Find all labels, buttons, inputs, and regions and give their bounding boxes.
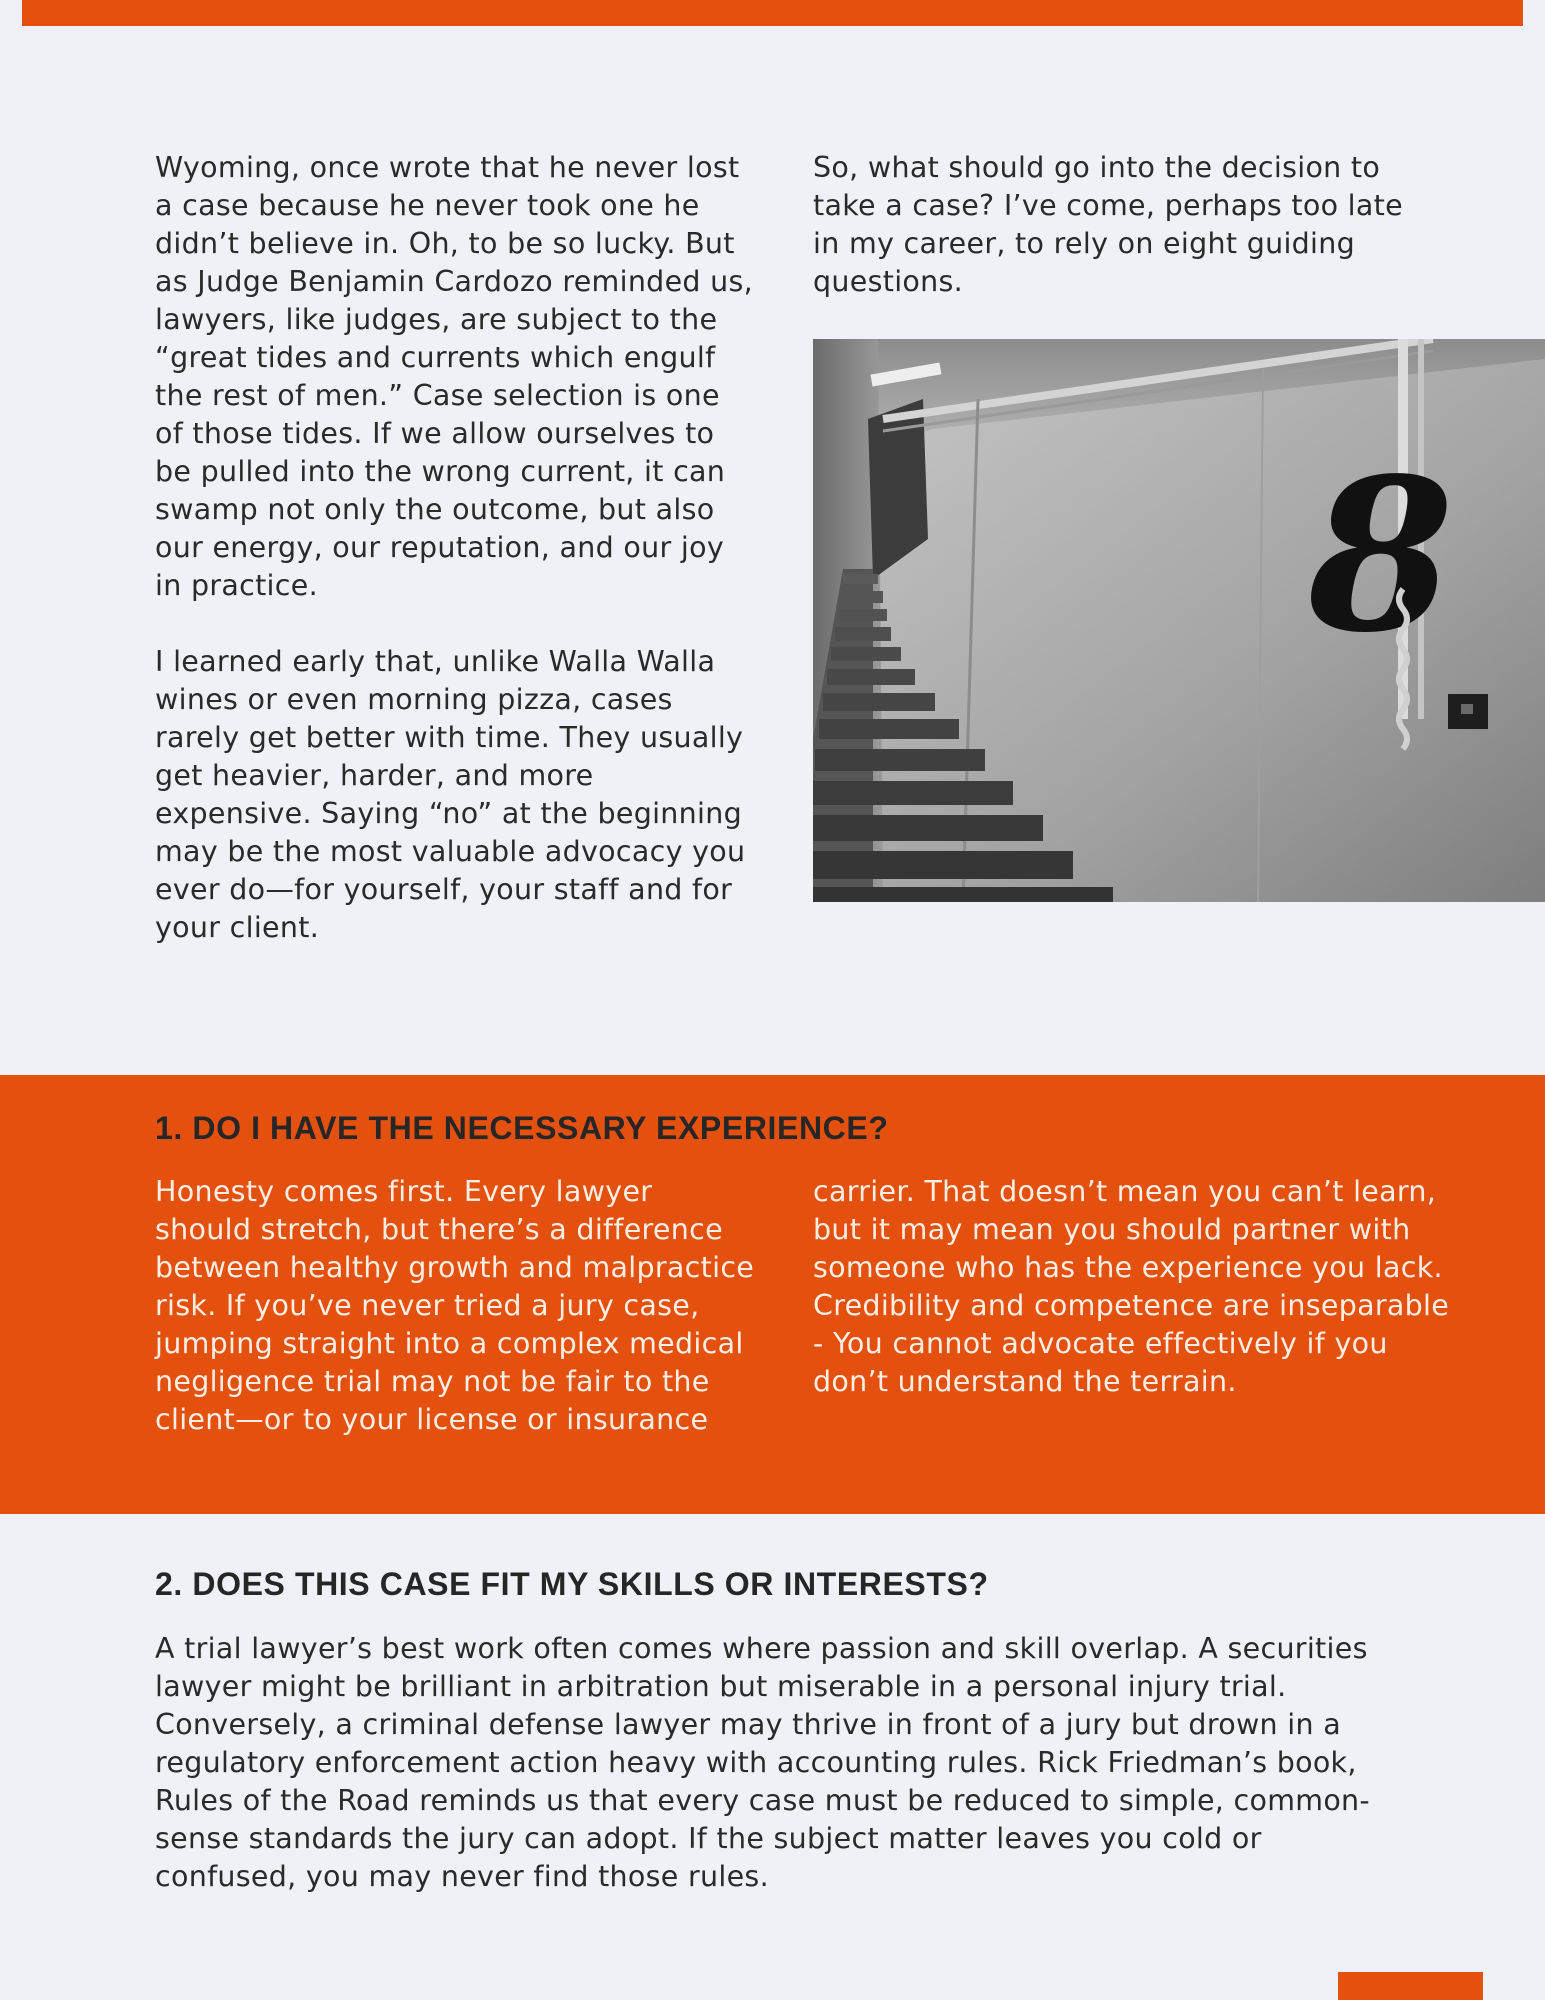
stair-number-eight: 8 <box>1308 432 1455 679</box>
section-2-text: A trial lawyer’s best work often comes where passion and skill overlap. A securities lawyer might be brilliant in arbitration but miserable in a personal injury trial. Conversely, a criminal defense lawyer may thrive in front of a jury but drown in a regulatory enforcement action heavy with accounting rules. Rick Friedman’s book, Rules of the Road reminds us that every case must be reduced to simple, common-sense standards the jury can adopt. If the subject matter leaves you cold or confused, you may never find those rules. <box>155 1632 1371 1893</box>
intro-left-column <box>155 149 755 947</box>
section-2-heading: 2. DOES THIS CASE FIT MY SKILLS OR INTERESTS? <box>155 1566 989 1602</box>
intro-paragraph: Wyoming, once wrote that he never lost a case because he never took one he didn’t believe in. Oh, to be so lucky. But as Judge Benjamin Cardozo reminded us, lawyers, like judges, are subject to the “great tides and currents which engulf the rest of men.” Case selection is one of those tides. If we allow ourselves to be pulled into the wrong current, it can swamp not only the outcome, but also our energy, our reputation, and our joy in practice. <box>155 151 754 602</box>
section-1-right-column <box>813 1173 1453 1401</box>
section-1-left-column <box>155 1173 755 1439</box>
section-2-body <box>155 1630 1395 1896</box>
section-1-heading: 1. DO I HAVE THE NECESSARY EXPERIENCE? <box>155 1110 889 1146</box>
top-accent-bar <box>22 0 1523 26</box>
bottom-accent-tab <box>1338 1972 1483 2000</box>
intro-paragraph: I learned early that, unlike Walla Walla wines or even morning pizza, cases rarely get better with time. They usually get heavier, harder, and more expensive. Saying “no” at the beginning may be the most valuable advocacy you ever do—for yourself, your staff and for your client. <box>155 645 746 944</box>
staircase-photo <box>813 339 1545 902</box>
section-1-right-text: carrier. That doesn’t mean you can’t learn, but it may mean you should partner with someone who has the experience you lack. Credibility and competence are inseparable - You cannot advocate effectively if you don’t understand the terrain. <box>813 1175 1450 1398</box>
section-1-left-text: Honesty comes first. Every lawyer should stretch, but there’s a difference between healthy growth and malpractice risk. If you’ve never tried a jury case, jumping straight into a complex medical negligence trial may not be fair to the client—or to your license or insurance <box>155 1175 755 1436</box>
intro-right-column <box>813 149 1413 301</box>
intro-question-paragraph: So, what should go into the decision to take a case? I’ve come, perhaps too late in my career, to rely on eight guiding questions. <box>813 151 1403 298</box>
